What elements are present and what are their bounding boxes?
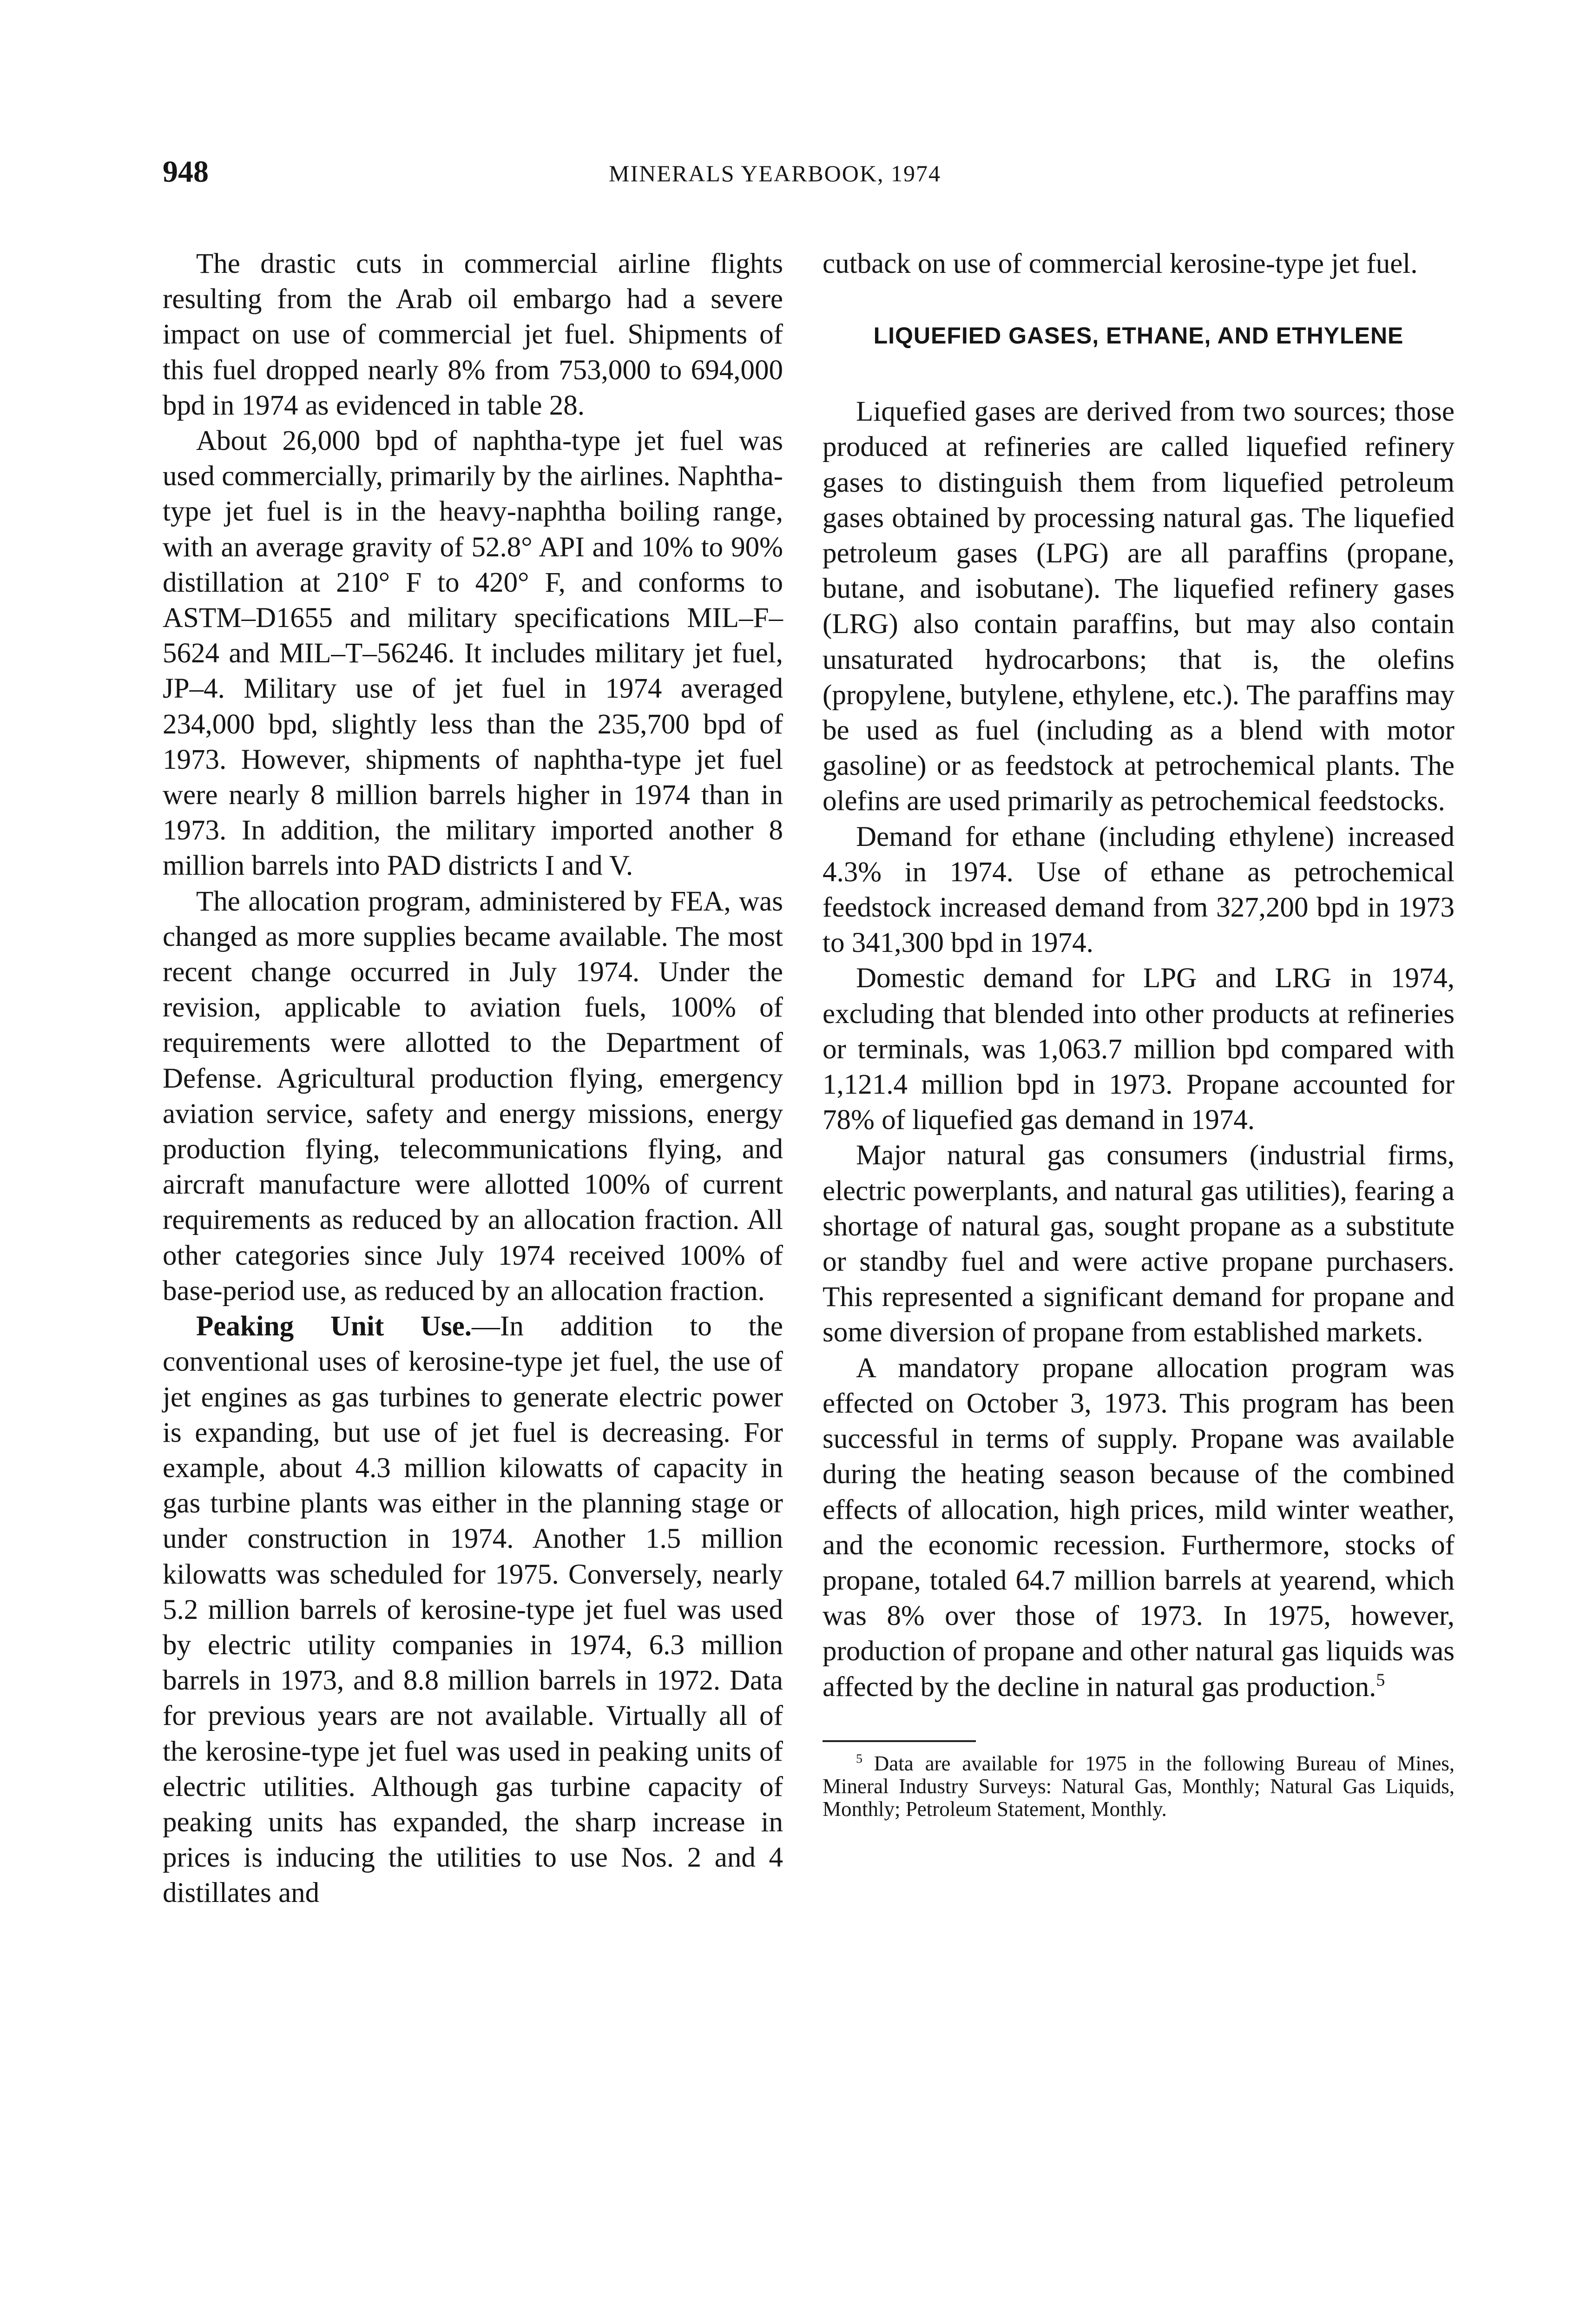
footnote-number: 5 [856,1751,862,1766]
footnote [823,1752,1455,1821]
paragraph-liquefied-gases-sources: Liquefied gases are derived from two sources; those produced at refineries are called liquefied refinery gases to distinguish them from liquefied petroleum gases obtained by processing natural gas. The liquefied petroleum gases (LPG) are all paraffins (propane, butane, and isobutane). The liquefied refinery gases (LRG) also contain paraffins, but may also contain unsaturated hydrocarbons; that is, the olefins (propylene, butylene, ethylene, etc.). The paraffins may be used as fuel (including as a blend with motor gasoline) or as feedstock at petrochemical plants. The olefins are used primarily as petrochemical feedstocks. [823,396,1455,817]
paragraph-peaking-unit-use [163,1309,783,1911]
running-title: MINERALS YEARBOOK, 1974 [609,160,941,186]
footnote-text: Data are available for 1975 in the following Bureau of Mines, Mineral Industry Surveys: Natural Gas, Monthly; Natural Gas Liquids, Monthly; Petroleum Statement, Monthly. [823,1751,1455,1821]
paragraph-natural-gas-consumers: Major natural gas consumers (industrial firms, electric powerplants, and natural gas utilities), fearing a shortage of natural gas, sought propane as a substitute or standby fuel and were active propane purchasers. This represented a significant demand for propane and some diversion of propane from established markets. [823,1140,1455,1348]
left-column [163,246,783,1911]
page-number: 948 [163,155,209,189]
paragraph-jet-fuel-embargo: The drastic cuts in commercial airline flights resulting from the Arab oil embargo had a severe impact on use of commercial jet fuel. Shipments of this fuel dropped nearly 8% from 753,000 to 694,000 bpd in 1974 as evidenced in table 28. [163,248,783,421]
paragraph-ethane-demand: Demand for ethane (including ethylene) increased 4.3% in 1974. Use of ethane as petrochemical feedstock increased demand from 327,200 bpd in 1973 to 341,300 bpd in 1974. [823,821,1455,959]
paragraph-lpg-lrg-demand: Domestic demand for LPG and LRG in 1974, excluding that blended into other products at refineries or terminals, was 1,063.7 million bpd compared with 1,121.4 million bpd in 1973. Propane accounted for 78% of liquefied gas demand in 1974. [823,963,1455,1136]
paragraph-naphtha-jet-fuel: About 26,000 bpd of naphtha-type jet fuel was used commercially, primarily by the airlines. Naphtha-type jet fuel is in the heavy-naphtha boiling range, with an average gravity of 52.8° API and 10% to 90% distillation at 210° F to 420° F, and conforms to ASTM–D1655 and military specifications MIL–F–5624 and MIL–T–56246. It includes military jet fuel, JP–4. Military use of jet fuel in 1974 averaged 234,000 bpd, slightly less than the 235,700 bpd of 1973. However, shipments of naphtha-type jet fuel were nearly 8 million barrels higher in 1974 than in 1973. In addition, the military imported another 8 million barrels into PAD districts I and V. [163,425,783,882]
propane-allocation-text: A mandatory propane allocation program was effected on October 3, 1973. This program has been successful in terms of supply. Propane was available during the heating season because of the combined effects of allocation, high prices, mild winter weather, and the economic recession. Furthermore, stocks of propane, totaled 64.7 million barrels at yearend, which was 8% over those of 1973. In 1975, however, production of propane and other natural gas liquids was affected by the decline in natural gas production. [823,1352,1455,1703]
footnote-reference: 5 [1376,1670,1385,1690]
runin-heading-peaking-unit-use: Peaking Unit Use. [196,1311,472,1342]
paragraph-continuation: cutback on use of commercial kerosine-type jet fuel. [823,248,1418,279]
paragraph-propane-allocation [823,1351,1455,1705]
footnote-divider [823,1740,976,1742]
right-column [823,246,1455,1821]
paragraph-allocation-program: The allocation program, administered by FEA, was changed as more supplies became available. The most recent change occurred in July 1974. Under the revision, applicable to aviation fuels, 100% of requirements were allotted to the Department of Defense. Agricultural production flying, emergency aviation service, safety and energy missions, energy production flying, telecommunications flying, and aircraft manufacture were allotted 100% of current requirements as reduced by an allocation fraction. All other categories since July 1974 received 100% of base-period use, as reduced by an allocation fraction. [163,885,783,1307]
running-head [163,153,1459,191]
peaking-unit-use-body: —In addition to the conventional uses of kerosine-type jet fuel, the use of jet engines as gas turbines to generate electric power is expanding, but use of jet fuel is decreasing. For example, about 4.3 million kilowatts of capacity in gas turbine plants was either in the planning stage or under construction in 1974. Another 1.5 million kilowatts was scheduled for 1975. Conversely, nearly 5.2 million barrels of kerosine-type jet fuel was used by electric utility companies in 1974, 6.3 million barrels in 1973, and 8.8 million barrels in 1972. Data for previous years are not available. Virtually all of the kerosine-type jet fuel was used in peaking units of electric utilities. Although gas turbine capacity of peaking units has expanded, the sharp increase in prices is inducing the utilities to use Nos. 2 and 4 distillates and [163,1311,783,1909]
section-heading-liquefied-gases: LIQUEFIED GASES, ETHANE, AND ETHYLENE [873,323,1404,349]
